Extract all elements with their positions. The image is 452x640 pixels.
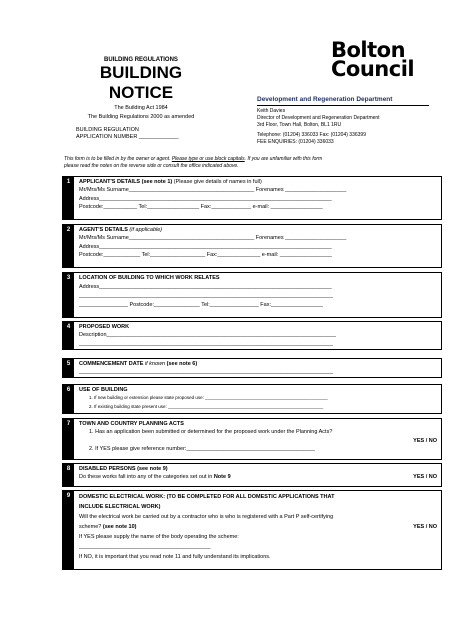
section-number: 1 (63, 177, 74, 219)
applicant-address-field[interactable]: Address____________________________________________________________________________ (79, 195, 332, 202)
section-use-of-building: 6 USE OF BUILDING 1. If new building or extension please state proposed use: _________________________________________________ 2. If existing building state present use: ______________________________________________________________ (62, 384, 442, 414)
section-number: 7 (63, 419, 74, 459)
building-regulations-label: BUILDING REGULATIONS (104, 57, 178, 63)
section-number: 2 (63, 225, 74, 267)
divider (257, 105, 429, 106)
scheme-name-field[interactable]: ___________________________________________ (79, 544, 211, 550)
section-number: 3 (63, 273, 74, 317)
department-name: Development and Regeneration Department (257, 96, 393, 103)
contact-address: 3rd Floor, Town Hall, Bolton, BL1 1RU (257, 122, 342, 128)
application-label: BUILDING REGULATION (76, 127, 139, 133)
agent-address-field[interactable]: Address____________________________________________________________________________ (79, 243, 332, 250)
form-title-line2: NOTICE (108, 83, 174, 102)
section-number: 6 (63, 385, 74, 413)
section-number: 4 (63, 322, 74, 349)
applicant-name-field[interactable]: Mr/Mrs/Ms Surname_________________________________________ Forenames ____________________ (79, 187, 347, 194)
planning-reference-field[interactable]: 2. If YES please give reference number:__________________________________________ (89, 445, 315, 452)
location-address-field-2[interactable]: ___________________________________________________________________________________ (79, 293, 333, 299)
description-field-2[interactable]: ___________________________________________________________________________________ (79, 340, 333, 347)
commencement-date-field[interactable]: ___________________________________________________________________________________ (79, 369, 333, 376)
act-line2: The Building Regulations 2000 as amended (87, 114, 195, 120)
electrical-yes-no[interactable]: YES / NO (413, 524, 437, 530)
section-applicant-details: 1 APPLICANT'S DETAILS (see note 1) (Please give details of names in full) Mr/Mrs/Ms Surname_________________________________________ Forenames ____________________ Address____________________________________________________________________________ Postcode:___________ Tel:_________________ Fax:_____________ e-mail: _________________ (62, 176, 442, 220)
contact-role: Director of Development and Regeneration Department (257, 115, 380, 121)
agent-name-field[interactable]: Mr/Mrs/Ms Surname_________________________________________ Forenames ____________________ (79, 235, 347, 242)
contact-name: Keith Davies (257, 108, 286, 114)
disabled-yes-no[interactable]: YES / NO (413, 474, 437, 481)
description-field[interactable]: Description___________________________________________________________________________ (79, 332, 336, 339)
planning-yes-no[interactable]: YES / NO (413, 437, 437, 444)
form-title-line1: BUILDING (99, 63, 183, 82)
electrical-question: Will the electrical work be carried out by a contractor who is who is registered with a Part P self-certifying (79, 514, 334, 520)
section-proposed-work: 4 PROPOSED WORK Description___________________________________________________________________________ ___________________________________________________________________________________ (62, 321, 442, 350)
application-number-field[interactable]: APPLICATION NUMBER _____________ (76, 134, 179, 140)
act-line1: The Building Act 1984 (114, 105, 168, 111)
section-commencement-date: 5 COMMENCEMENT DATE if known (see note 6) ___________________________________________________________________________________ (62, 358, 442, 378)
location-address-field[interactable]: Address____________________________________________________________________________ (79, 284, 332, 290)
intro-note: This form is to be filled in by the owner or agent. Please type or use block capitals. If you are unfamiliar with this form please read the notes on the reverse side or consult the office indicated above. (64, 156, 323, 169)
header-left (76, 57, 206, 141)
section-agent-details: 2 AGENT'S DETAILS (if applicable) Mr/Mrs/Ms Surname_________________________________________ Forenames ____________________ Address____________________________________________________________________________ Postcode:____________ Tel:__________________ Fax:______________ e-mail: _________________ (62, 224, 442, 268)
present-use-field[interactable]: 2. If existing building state present use: ______________________________________________________________ (89, 403, 324, 409)
section-domestic-electrical-work: 9 DOMESTIC ELECTRICAL WORK: (TO BE COMPLETED FOR ALL DOMESTIC APPLICATIONS THAT INCLUDE ELECTRICAL WORK) Will the electrical work be carried out by a contractor who is who is registered with a Part P self-certifying scheme? (see note 10) YES / NO If YES please supply the name of the body operating the scheme: ___________________________________________ If NO, it is important that you read note 11 and fully understand its implications. (62, 490, 442, 570)
location-contact-field[interactable]: ________________ Postcode:_______________ Tel:________________ Fax:_________________ (79, 302, 323, 308)
contact-block (257, 108, 437, 146)
section-number: 8 (63, 464, 74, 486)
bolton-council-logo: Bolton Council (331, 38, 415, 81)
section-disabled-persons: 8 DISABLED PERSONS (see note 9) Do these works fall into any of the categories set out in Note 9 YES / NO (62, 463, 442, 487)
section-planning-acts: 7 TOWN AND COUNTRY PLANNING ACTS 1. Has an application been submitted or determined for the proposed work under the Planning Acts? YES / NO 2. If YES please give reference number:__________________________________________ (62, 418, 442, 460)
section-number: 5 (63, 359, 74, 377)
proposed-use-field[interactable]: 1. If new building or extension please state proposed use: _________________________________________________ (89, 395, 328, 401)
applicant-contact-field[interactable]: Postcode:___________ Tel:_________________ Fax:_____________ e-mail: _________________ (79, 203, 323, 210)
planning-question: 1. Has an application been submitted or determined for the proposed work under the Planning Acts? (89, 429, 333, 436)
contact-fee: FEE ENQUIRIES: (01204) 336033 (257, 139, 334, 145)
contact-phone: Telephone: (01204) 336033 Fax: (01204) 336399 (257, 132, 366, 138)
section-number: 9 (63, 491, 74, 569)
section-building-location: 3 LOCATION OF BUILDING TO WHICH WORK RELATES Address____________________________________________________________________________ ___________________________________________________________________________________ ________________ Postcode:_______________ Tel:________________ Fax:_________________ (62, 272, 442, 318)
agent-contact-field[interactable]: Postcode:____________ Tel:__________________ Fax:______________ e-mail: _________________ (79, 251, 332, 258)
